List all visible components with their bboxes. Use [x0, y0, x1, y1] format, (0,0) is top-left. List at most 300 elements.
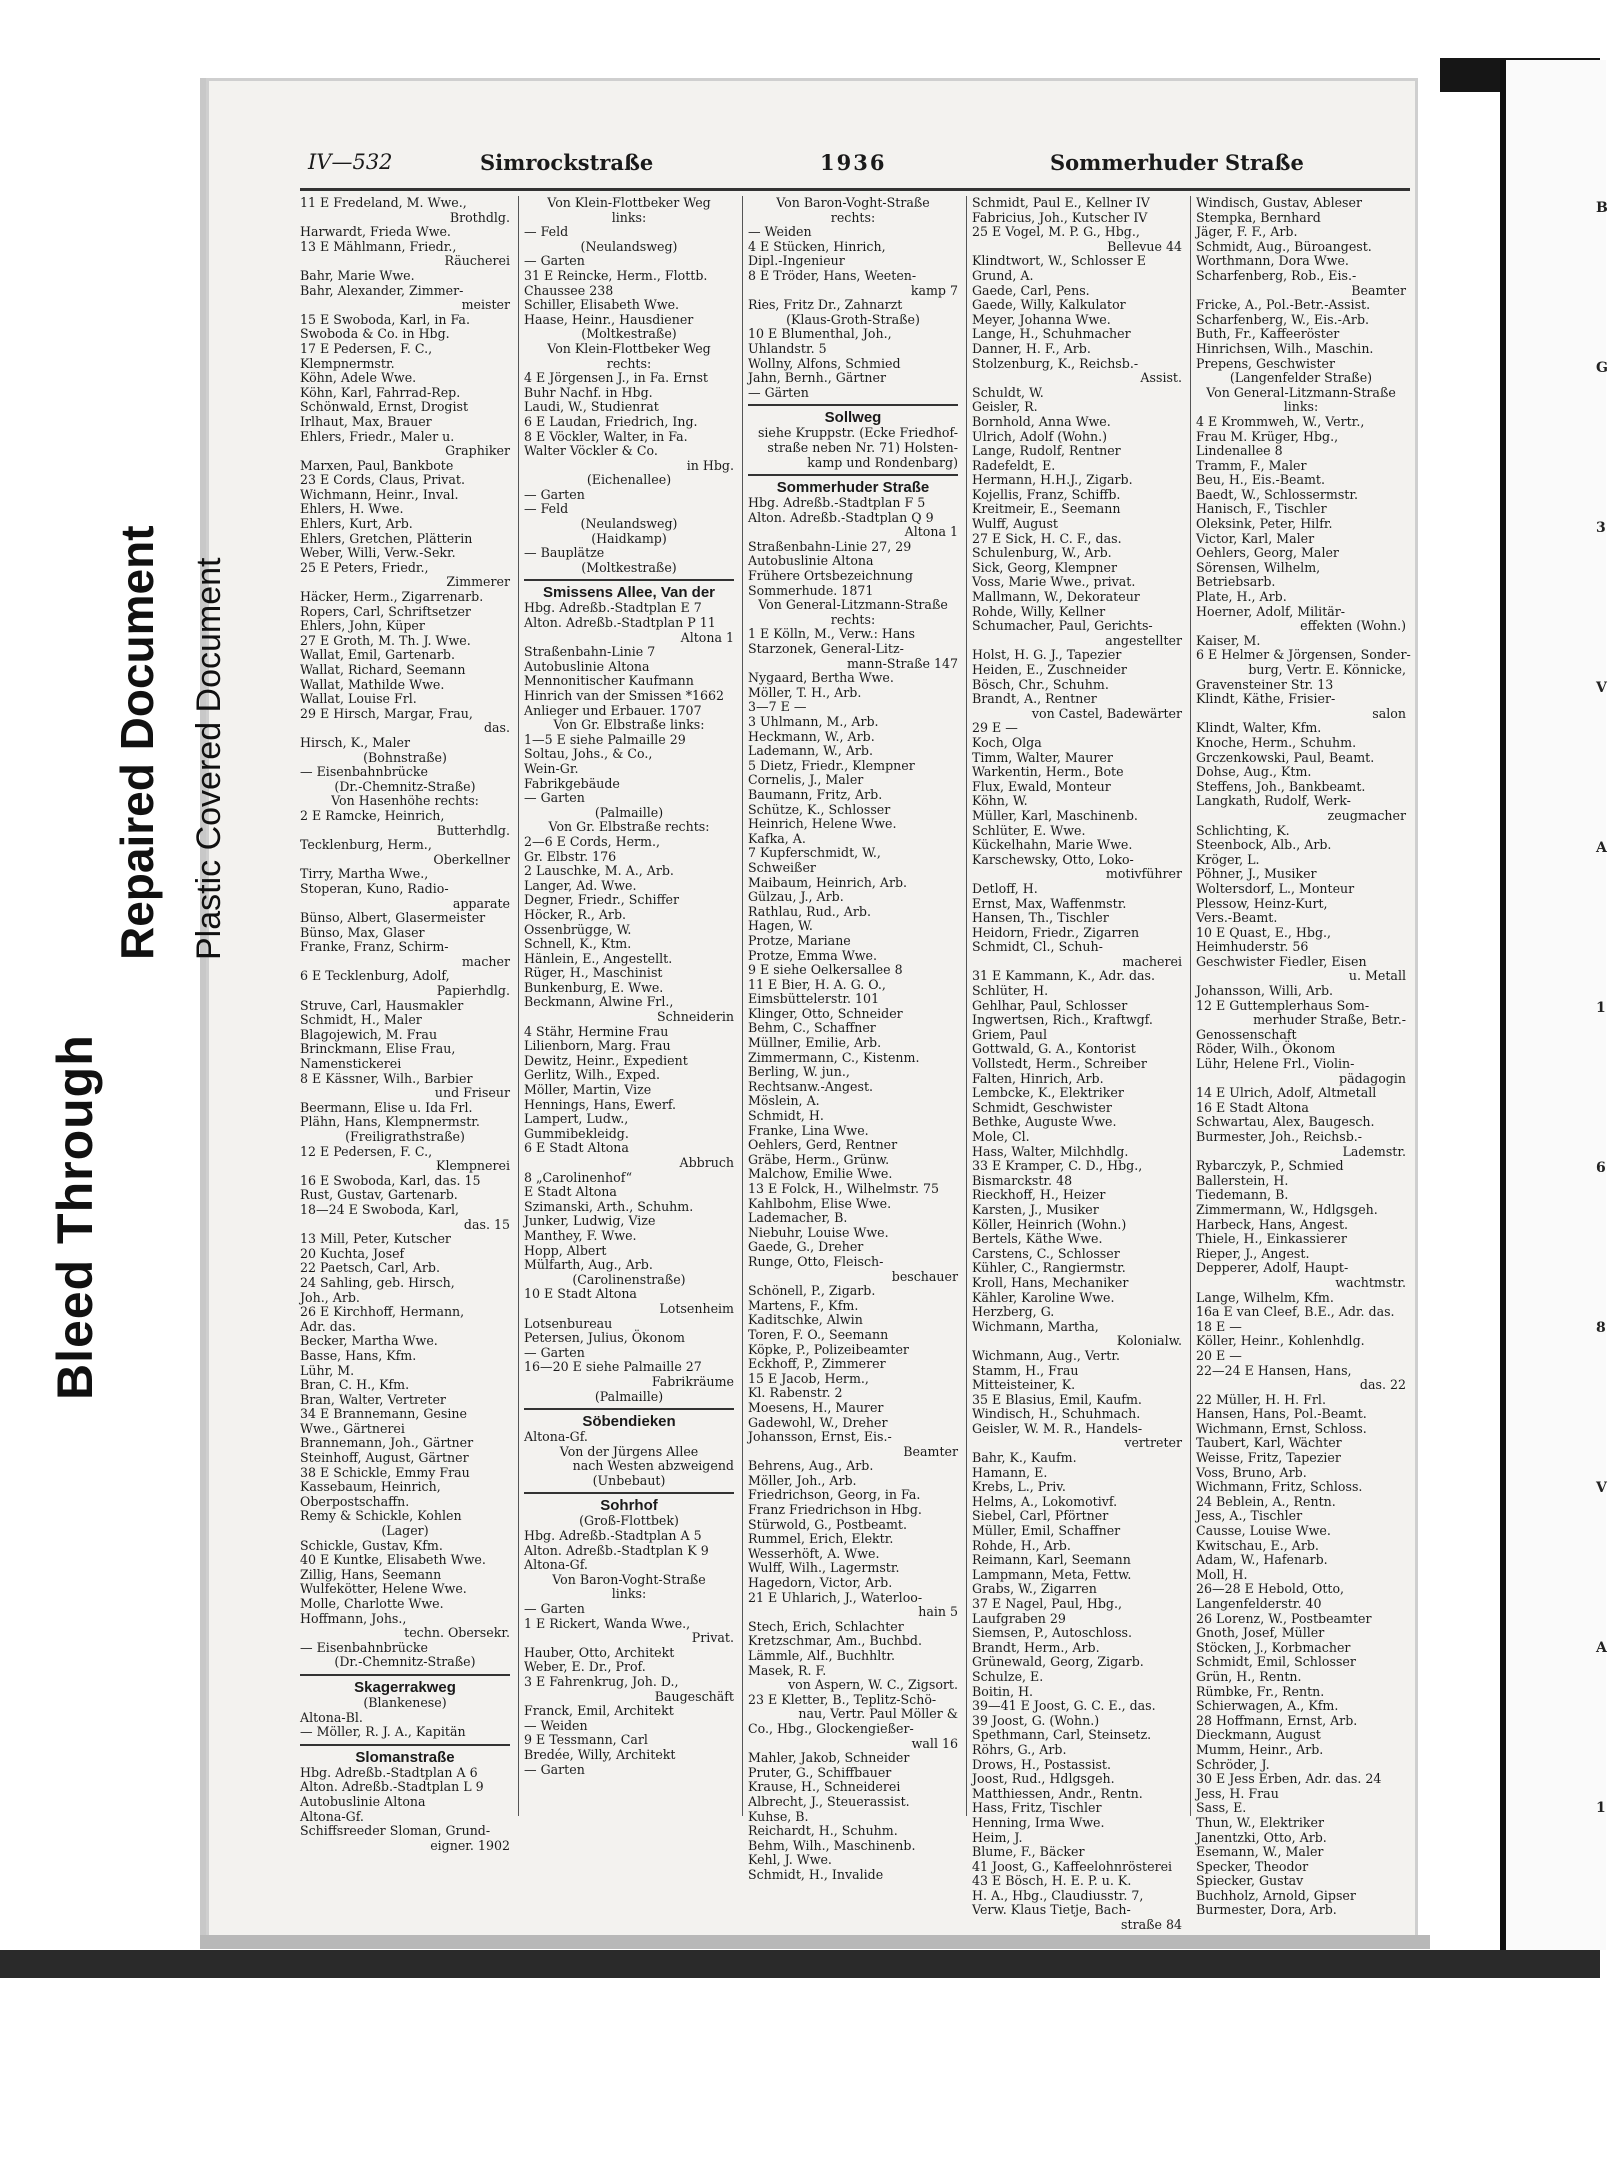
directory-entry: Grün, H., Rentn.	[1196, 1668, 1302, 1684]
directory-entry: 38 E Schickle, Emmy Frau	[300, 1464, 470, 1480]
directory-entry: Wallat, Mathilde Wwe.	[300, 676, 445, 692]
directory-entry: Gräbe, Herm., Grünw.	[748, 1151, 890, 1167]
directory-entry: Ehlers, Gretchen, Plätterin	[300, 530, 473, 546]
directory-entry: Brinckmann, Elise Frau,	[300, 1041, 456, 1057]
directory-entry: Oehlers, Gerd, Rentner	[748, 1137, 898, 1153]
directory-entry: mann-Straße 147	[846, 655, 958, 671]
directory-entry: Flux, Ewald, Monteur	[972, 778, 1111, 794]
directory-entry: macher	[461, 953, 510, 969]
directory-entry: 15 E Swoboda, Karl, in Fa.	[300, 311, 470, 327]
directory-entry: Rümbke, Fr., Rentn.	[1196, 1683, 1325, 1699]
directory-entry: Schweißer	[748, 859, 816, 875]
directory-entry: Thun, W., Elektriker	[1196, 1814, 1325, 1830]
directory-entry: pädagogin	[1339, 1070, 1406, 1086]
directory-entry: Zimmermann, C., Kistenm.	[748, 1049, 920, 1065]
directory-entry: Dohse, Aug., Ktm.	[1196, 764, 1312, 780]
directory-entry: — Eisenbahnbrücke	[300, 764, 428, 780]
directory-entry: 4 Stähr, Hermine Frau	[524, 1023, 669, 1039]
directory-entry: Burmester, Dora, Arb.	[1196, 1902, 1337, 1918]
directory-entry: siehe Kruppstr. (Ecke Friedhof-	[757, 425, 958, 441]
directory-entry: Grczenkowski, Paul, Beamt.	[1196, 749, 1375, 765]
directory-entry: Kretzschmar, Am., Buchbd.	[748, 1633, 922, 1649]
directory-entry: Schlichting, K.	[1196, 822, 1290, 838]
directory-entry: Depperer, Adolf, Haupt-	[1196, 1260, 1349, 1276]
directory-entry: Knoche, Herm., Schuhm.	[1196, 734, 1357, 750]
street-heading: Sollweg	[748, 404, 958, 426]
directory-entry: Janentzki, Otto, Arb.	[1196, 1829, 1327, 1845]
directory-entry: 1 E Kölln, M., Verw.: Hans	[748, 626, 915, 642]
directory-entry: Beermann, Elise u. Ida Frl.	[300, 1099, 473, 1115]
directory-entry: Krause, H., Schneiderei	[748, 1779, 901, 1795]
directory-entry: Kuhse, B.	[748, 1808, 809, 1824]
directory-entry: Genossenschaft	[1196, 1026, 1297, 1042]
directory-entry: Stempka, Bernhard	[1196, 209, 1321, 225]
directory-entry: Müller, Karl, Maschinenb.	[972, 807, 1138, 823]
directory-entry: rechts:	[830, 611, 876, 627]
directory-entry: Basse, Hans, Kfm.	[300, 1347, 417, 1363]
street-heading: Skagerrakweg	[300, 1674, 510, 1696]
directory-entry: Köhn, Adele Wwe.	[300, 370, 417, 386]
directory-entry: Papierhdlg.	[436, 983, 510, 999]
directory-entry: Wulfekötter, Helene Wwe.	[300, 1581, 467, 1597]
directory-entry: zeugmacher	[1327, 807, 1406, 823]
directory-entry: 10 E Stadt Altona	[524, 1286, 637, 1302]
directory-entry: Hanisch, F., Tischler	[1196, 501, 1327, 517]
directory-entry: Buhr Nachf. in Hbg.	[524, 384, 653, 400]
directory-entry: Griem, Paul	[972, 1026, 1048, 1042]
directory-entry: Von General-Litzmann-Straße	[1206, 384, 1396, 400]
directory-entry: 13 E Folck, H., Wilhelmstr. 75	[748, 1181, 940, 1196]
directory-entry: 2 Lauschke, M. A., Arb.	[524, 863, 674, 879]
directory-entry: Kröger, L.	[1196, 851, 1260, 867]
directory-entry: Ehlers, Kurt, Arb.	[300, 516, 413, 532]
directory-entry: Franz Friedrichson in Hbg.	[748, 1502, 922, 1518]
directory-entry: Privat.	[691, 1630, 734, 1646]
directory-entry: Autobuslinie Altona	[748, 553, 874, 569]
directory-entry: Prepens, Geschwister	[1196, 355, 1335, 371]
directory-entry: Remy & Schickle, Kohlen	[300, 1508, 462, 1524]
directory-entry: Dieckmann, August	[1196, 1727, 1321, 1743]
directory-entry: Karschewsky, Otto, Loko-	[972, 851, 1134, 867]
directory-entry: 20 E —	[1196, 1347, 1242, 1363]
directory-entry: Timm, Walter, Maurer	[972, 749, 1113, 765]
directory-column-5	[1196, 195, 1411, 1918]
directory-entry: hain 5	[918, 1604, 958, 1620]
directory-entry: Schickle, Gustav, Kfm.	[300, 1537, 443, 1553]
directory-entry: Kaiser, M.	[1196, 632, 1261, 648]
directory-entry: Mole, Cl.	[972, 1129, 1030, 1144]
directory-entry: Walter Vöckler & Co.	[524, 443, 658, 459]
directory-entry: Plähn, Hans, Klempnermstr.	[300, 1114, 480, 1130]
directory-entry: Dewitz, Heinr., Expedient	[524, 1052, 688, 1068]
directory-entry: Wichmann, Ernst, Schloss.	[1196, 1420, 1367, 1436]
directory-entry: Schumacher, Paul, Gerichts-	[972, 618, 1153, 634]
directory-entry: Lange, H., Schuhmacher	[972, 326, 1131, 342]
directory-entry: meister	[461, 297, 510, 313]
directory-entry: Gr. Elbstr. 176	[524, 848, 617, 864]
directory-entry: Reichardt, H., Schuhm.	[748, 1823, 898, 1839]
directory-entry: Maibaum, Heinrich, Arb.	[748, 874, 908, 890]
directory-entry: 12 E Pedersen, F. C.,	[300, 1143, 433, 1159]
directory-entry: Woltersdorf, L., Monteur	[1196, 880, 1355, 896]
directory-entry: wachtmstr.	[1335, 1274, 1406, 1290]
directory-entry: Klindt, Walter, Kfm.	[1196, 720, 1322, 736]
directory-entry: 3—7 E —	[748, 699, 807, 715]
directory-entry: Eimsbüttelerstr. 101	[748, 991, 880, 1007]
directory-entry: Bredée, Willy, Architekt	[524, 1746, 676, 1762]
directory-entry: 26 E Kirchhoff, Hermann,	[300, 1304, 465, 1320]
directory-entry: rechts:	[830, 209, 876, 225]
directory-entry: Bünso, Albert, Glasermeister	[300, 910, 486, 926]
directory-entry: Lademstr.	[1342, 1143, 1406, 1159]
directory-entry: Kaditschke, Alwin	[748, 1312, 863, 1328]
directory-entry: Lademacher, B.	[748, 1210, 848, 1226]
directory-entry: — Garten	[524, 253, 585, 269]
directory-entry: Franke, Lina Wwe.	[748, 1122, 869, 1138]
directory-entry: Lange, Rudolf, Rentner	[972, 443, 1121, 459]
directory-entry: Von Gr. Elbstraße rechts:	[548, 819, 710, 835]
directory-entry: 9 E Tessmann, Carl	[524, 1732, 648, 1748]
directory-entry: Bahr, Marie Wwe.	[300, 267, 415, 283]
directory-entry: Protze, Emma Wwe.	[748, 947, 877, 963]
directory-entry: 5 Dietz, Friedr., Klempner	[748, 757, 915, 773]
directory-entry: 31 E Reincke, Herm., Flottb.	[524, 267, 708, 283]
directory-entry: 13 Mill, Peter, Kutscher	[300, 1231, 451, 1247]
directory-entry: Matthiessen, Andr., Rentn.	[972, 1785, 1143, 1801]
directory-entry: und Friseur	[434, 1085, 510, 1101]
directory-entry: Rybarczyk, P., Schmied	[1196, 1158, 1344, 1174]
directory-entry: Irlhaut, Max, Brauer	[300, 413, 432, 429]
adjacent-page-fragment: G	[1596, 360, 1608, 376]
directory-entry: Hoffmann, Johs.,	[300, 1610, 407, 1626]
directory-entry: Heimhuderstr. 56	[1196, 939, 1309, 955]
directory-entry: Stürwold, G., Postbeamt.	[748, 1516, 907, 1532]
plastic-covered-label: Plastic Covered Document	[190, 557, 228, 960]
directory-entry: 16—20 E siehe Palmaille 27	[524, 1359, 702, 1375]
directory-entry: 24 Sahling, geb. Hirsch,	[300, 1274, 455, 1290]
directory-entry: nau, Vertr. Paul Möller &	[798, 1706, 958, 1722]
directory-entry: straße 84	[1121, 1917, 1182, 1933]
directory-entry: 22 Müller, H. H. Frl.	[1196, 1391, 1326, 1407]
directory-entry: Langer, Ad. Wwe.	[524, 877, 637, 893]
directory-entry: Rohde, H., Arb.	[972, 1537, 1071, 1553]
directory-entry: Drows, H., Postassist.	[972, 1756, 1111, 1772]
directory-entry: Tiedemann, B.	[1196, 1187, 1289, 1203]
directory-entry: Lampert, Ludw.,	[524, 1111, 629, 1127]
directory-entry: Falten, Hinrich, Arb.	[972, 1070, 1104, 1086]
directory-entry: Laudi, W., Studienrat	[524, 399, 659, 415]
directory-entry: Klindt, Käthe, Frisier-	[1196, 691, 1336, 707]
street-heading: Slomanstraße	[300, 1744, 510, 1766]
directory-entry: — Feld	[524, 501, 569, 517]
directory-entry: Rieckhoff, H., Heizer	[972, 1187, 1106, 1203]
directory-entry: 15 E Jacob, Herm.,	[748, 1370, 869, 1386]
directory-column-1	[300, 195, 510, 1853]
directory-entry: Autobuslinie Altona	[524, 658, 650, 674]
directory-entry: Haase, Heinr., Hausdiener	[524, 311, 694, 327]
directory-entry: 26—28 E Hebold, Otto,	[1196, 1581, 1345, 1597]
directory-entry: das. 15	[463, 1216, 510, 1232]
directory-entry: 9 E siehe Oelkersallee 8	[748, 962, 903, 978]
directory-entry: (Dr.-Chemnitz-Straße)	[334, 778, 476, 794]
directory-entry: 37 E Nagel, Paul, Hbg.,	[972, 1596, 1122, 1611]
directory-entry: Beamter	[1351, 282, 1406, 298]
directory-entry: Bethke, Auguste Wwe.	[972, 1114, 1117, 1130]
directory-entry: Hinrich van der Smissen *1662	[524, 688, 725, 703]
directory-entry: Ropers, Carl, Schriftsetzer	[300, 603, 471, 619]
directory-entry: Bertels, Käthe Wwe.	[972, 1231, 1103, 1247]
directory-entry: Autobuslinie Altona	[300, 1793, 426, 1809]
directory-entry: Ingwertsen, Rich., Kraftwgf.	[972, 1012, 1153, 1028]
directory-entry: — Gärten	[748, 384, 809, 400]
directory-entry: Wallat, Louise Frl.	[300, 691, 417, 707]
scan-band	[0, 1950, 1600, 1978]
page-header	[300, 150, 1410, 184]
directory-entry: Steinhoff, August, Gärtner	[300, 1450, 469, 1466]
directory-entry: Esemann, W., Maler	[1196, 1844, 1324, 1860]
directory-entry: Straßenbahn-Linie 7	[524, 644, 656, 660]
directory-entry: — Bauplätze	[524, 545, 605, 561]
directory-entry: Stamm, H., Frau	[972, 1362, 1079, 1378]
directory-entry: Möller, Martin, Vize	[524, 1082, 652, 1098]
directory-entry: (Neulandsweg)	[580, 516, 678, 532]
directory-entry: Wulff, Wilh., Lagermstr.	[748, 1560, 900, 1576]
directory-entry: Schmidt, Aug., Büroangest.	[1196, 238, 1372, 254]
directory-entry: Müller, Emil, Schaffner	[972, 1523, 1121, 1539]
directory-entry: Lademann, W., Arb.	[748, 743, 873, 759]
directory-entry: 41 Joost, G., Kaffeelohnrösterei	[972, 1858, 1173, 1874]
directory-entry: Stech, Erich, Schlachter	[748, 1618, 904, 1634]
directory-entry: Siebel, Carl, Pförtner	[972, 1508, 1109, 1524]
directory-entry: Alton. Adreßb.-Stadtplan Q 9	[748, 509, 934, 525]
directory-entry: (Haidkamp)	[591, 530, 667, 546]
directory-entry: Wein-Gr.	[524, 760, 579, 776]
directory-entry: Bahr, Alexander, Zimmer-	[300, 282, 464, 298]
directory-entry: (Eichenallee)	[586, 472, 672, 488]
directory-entry: Behm, C., Schaffner	[748, 1020, 876, 1036]
directory-entry: Moesens, H., Maurer	[748, 1399, 884, 1415]
directory-entry: Jahn, Bernh., Gärtner	[748, 370, 886, 386]
directory-entry: Schwartau, Alex, Baugesch.	[1196, 1114, 1375, 1130]
directory-entry: Beamter	[903, 1443, 958, 1459]
directory-entry: Bismarckstr. 48	[972, 1172, 1073, 1188]
directory-entry: Joost, Rud., Hdlgsgeh.	[972, 1771, 1115, 1787]
directory-entry: Carstens, C., Schlosser	[972, 1245, 1120, 1261]
condition-labels	[40, 240, 280, 1400]
directory-entry: Mumm, Heinr., Arb.	[1196, 1741, 1324, 1757]
directory-entry: 18—24 E Swoboda, Karl,	[300, 1201, 460, 1217]
directory-entry: Ehlers, Friedr., Maler u.	[300, 428, 455, 444]
directory-entry: 28 Hoffmann, Ernst, Arb.	[1196, 1712, 1358, 1728]
directory-entry: — Garten	[524, 1344, 585, 1360]
directory-entry: Voss, Bruno, Arb.	[1196, 1464, 1307, 1480]
directory-entry: kamp und Rondenbarg)	[807, 454, 958, 470]
directory-entry: Swoboda & Co. in Hbg.	[300, 326, 450, 342]
directory-entry: Johansson, Willi, Arb.	[1196, 983, 1334, 999]
directory-entry: 6 E Helmer & Jörgensen, Sonder-	[1196, 647, 1411, 663]
street-heading: Sommerhuder Straße	[748, 474, 958, 496]
directory-entry: 6 E Laudan, Friedrich, Ing.	[524, 413, 698, 429]
directory-entry: Buchholz, Arnold, Gipser	[1196, 1887, 1356, 1903]
directory-entry: Wollny, Alfons, Schmied	[748, 355, 901, 371]
directory-entry: Blagojewich, M. Frau	[300, 1026, 438, 1042]
directory-entry: Rieper, J., Angest.	[1196, 1245, 1310, 1261]
directory-entry: Möller, Joh., Arb.	[748, 1472, 857, 1488]
directory-entry: von Aspern, W. C., Zigsort.	[788, 1677, 958, 1693]
directory-entry: wall 16	[911, 1735, 958, 1751]
directory-entry: 10 E Blumenthal, Joh.,	[748, 326, 892, 342]
directory-entry: Becker, Martha Wwe.	[300, 1333, 438, 1349]
directory-entry: Kühler, C., Rangiermstr.	[972, 1260, 1126, 1276]
directory-entry: Vers.-Beamt.	[1196, 910, 1278, 926]
directory-entry: Altona 1	[904, 524, 958, 540]
directory-entry: 33 E Kramper, C. D., Hbg.,	[972, 1158, 1143, 1174]
directory-entry: straße neben Nr. 71) Holsten-	[767, 439, 958, 455]
directory-entry: (Klaus-Groth-Straße)	[786, 311, 920, 327]
directory-entry: motivführer	[1105, 866, 1182, 882]
directory-entry: Jess, H. Frau	[1196, 1785, 1279, 1801]
directory-entry: Klempnermstr.	[300, 355, 395, 371]
street-heading: Söbendieken	[524, 1408, 734, 1430]
directory-entry: Hansen, Hans, Pol.-Beamt.	[1196, 1406, 1367, 1422]
page-number: IV—532	[308, 150, 393, 174]
directory-entry: Rust, Gustav, Gartenarb.	[300, 1187, 458, 1203]
directory-entry: Thiele, H., Einkassierer	[1196, 1231, 1347, 1247]
directory-entry: Dipl.-Ingenieur	[748, 253, 845, 269]
directory-entry: Alton. Adreßb.-Stadtplan L 9	[300, 1779, 484, 1795]
directory-entry: Frau M. Krüger, Hbg.,	[1196, 428, 1339, 444]
directory-entry: Zimmermann, W., Hdlgsgeh.	[1196, 1201, 1378, 1217]
directory-entry: Schönwald, Ernst, Drogist	[300, 399, 469, 415]
directory-entry: Bornhold, Anna Wwe.	[972, 413, 1111, 429]
directory-entry: (Dr.-Chemnitz-Straße)	[334, 1654, 476, 1670]
directory-entry: techn. Obersekr.	[404, 1625, 510, 1641]
directory-entry: Schröder, J.	[1196, 1756, 1270, 1772]
directory-entry: burg, Vertr. E. Könnicke,	[1248, 662, 1406, 677]
directory-entry: Holst, H. G. J., Tapezier	[972, 647, 1122, 663]
directory-entry: Kahlbohm, Elise Wwe.	[748, 1195, 892, 1211]
directory-entry: 35 E Blasius, Emil, Kaufm.	[972, 1391, 1142, 1407]
directory-entry: Pruter, G., Schiffbauer	[748, 1764, 892, 1780]
directory-entry: 8 E Tröder, Hans, Weeten-	[748, 267, 917, 283]
directory-entry: Baugeschäft	[654, 1688, 734, 1704]
directory-entry: — Garten	[524, 790, 585, 806]
directory-entry: 26 Lorenz, W., Postbeamter	[1196, 1610, 1372, 1626]
directory-entry: Brandt, A., Rentner	[972, 691, 1097, 707]
directory-entry: Heinrich, Helene Wwe.	[748, 816, 897, 832]
directory-entry: 1—5 E siehe Palmaille 29	[524, 731, 686, 747]
directory-entry: Soltau, Johs., & Co.,	[524, 746, 653, 762]
directory-entry: 1 E Rickert, Wanda Wwe.,	[524, 1615, 691, 1631]
directory-entry: Oberpostschaffn.	[300, 1493, 410, 1509]
directory-entry: Hauber, Otto, Architekt	[524, 1644, 675, 1660]
directory-entry: (Blankenese)	[363, 1694, 447, 1710]
street-heading: Sohrhof	[524, 1492, 734, 1514]
directory-entry: Ehlers, H. Wwe.	[300, 501, 404, 517]
directory-entry: Zillig, Hans, Seemann	[300, 1566, 442, 1582]
directory-entry: Verw. Klaus Tietje, Bach-	[972, 1902, 1131, 1918]
directory-entry: Schiffsreeder Sloman, Grund-	[300, 1823, 491, 1839]
directory-entry: 40 E Kuntke, Elisabeth Wwe.	[300, 1552, 486, 1568]
adjacent-page-strip	[1500, 60, 1606, 1950]
directory-entry: Von Gr. Elbstraße links:	[553, 717, 705, 733]
directory-entry: (Moltkestraße)	[581, 559, 677, 575]
directory-entry: Möslein, A.	[748, 1093, 820, 1109]
directory-entry: Köller, Heinr., Kohlenhdlg.	[1196, 1333, 1365, 1349]
street-heading: Smissens Allee, Van der	[524, 579, 734, 601]
directory-entry: (Unbebaut)	[592, 1472, 666, 1488]
directory-entry: Betriebsarb.	[1196, 574, 1276, 590]
directory-entry: Burmester, Joh., Reichsb.-	[1196, 1129, 1363, 1144]
directory-entry: Von General-Litzmann-Straße	[758, 597, 948, 613]
adjacent-page-fragment: A	[1596, 840, 1607, 856]
directory-entry: Spethmann, Carl, Steinsetz.	[972, 1727, 1152, 1743]
directory-entry: Gaede, G., Dreher	[748, 1239, 864, 1255]
directory-entry: 25 E Vogel, M. P. G., Hbg.,	[972, 224, 1140, 240]
directory-entry: 4 E Krommweh, W., Vertr.,	[1196, 413, 1365, 429]
directory-entry: Bunkenburg, E. Wwe.	[524, 979, 664, 995]
directory-entry: Struve, Carl, Hausmakler	[300, 997, 464, 1013]
directory-entry: Räucherei	[444, 253, 510, 269]
directory-entry: Hirsch, K., Maler	[300, 734, 410, 750]
directory-entry: in Hbg.	[686, 457, 734, 473]
directory-entry: 8 „Carolinenhof“	[524, 1169, 633, 1185]
directory-entry: Langkath, Rudolf, Werk-	[1196, 793, 1351, 809]
directory-entry: Hbg. Adreßb.-Stadtplan F 5	[748, 495, 926, 511]
directory-entry: Behrens, Aug., Arb.	[748, 1458, 874, 1474]
directory-entry: Malchow, Emilie Wwe.	[748, 1166, 893, 1182]
directory-entry: Sick, Georg, Klempner	[972, 559, 1118, 575]
directory-entry: Gottwald, G. A., Kontorist	[972, 1041, 1136, 1057]
directory-entry: 31 E Kammann, K., Adr. das.	[972, 968, 1156, 984]
directory-entry: Johansson, Ernst, Eis.-	[748, 1429, 892, 1445]
directory-entry: 17 E Pedersen, F. C.,	[300, 340, 433, 356]
directory-entry: eigner. 1902	[430, 1837, 510, 1853]
directory-entry: Stoperan, Kuno, Radio-	[300, 880, 449, 896]
directory-entry: Rechtsanw.-Angest.	[748, 1078, 874, 1094]
directory-entry: 22—24 E Hansen, Hans,	[1196, 1362, 1352, 1378]
directory-entry: Gaede, Carl, Pens.	[972, 282, 1090, 298]
directory-entry: — Garten	[524, 1601, 585, 1617]
directory-entry: 29 E —	[972, 720, 1018, 736]
directory-entry: 22 Paetsch, Carl, Arb.	[300, 1260, 440, 1276]
directory-entry: Scharfenberg, Rob., Eis.-	[1196, 267, 1357, 283]
directory-entry: Ries, Fritz Dr., Zahnarzt	[748, 297, 903, 313]
directory-entry: Häcker, Herm., Zigarrenarb.	[300, 589, 484, 605]
directory-entry: Karsten, J., Musiker	[972, 1201, 1099, 1217]
directory-entry: Taubert, Karl, Wächter	[1196, 1435, 1342, 1451]
directory-entry: Manthey, F. Wwe.	[524, 1227, 637, 1243]
directory-entry: Hbg. Adreßb.-Stadtplan A 5	[524, 1528, 702, 1544]
directory-entry: Bünso, Max, Glaser	[300, 924, 425, 940]
directory-entry: Schnell, K., Ktm.	[524, 936, 632, 952]
directory-entry: Rüger, H., Maschinist	[524, 965, 663, 981]
directory-entry: Lilienborn, Marg. Frau	[524, 1038, 671, 1054]
directory-entry: Grabs, W., Zigarren	[972, 1581, 1097, 1597]
directory-entry: (Moltkestraße)	[581, 326, 677, 342]
directory-entry: Röder, Wilh., Ökonom	[1196, 1041, 1336, 1057]
directory-entry: Gummibekleidg.	[524, 1125, 629, 1141]
directory-entry: (Langenfelder Straße)	[1229, 370, 1373, 386]
directory-entry: Siemsen, P., Autoschloss.	[972, 1625, 1133, 1641]
directory-entry: Petersen, Julius, Ökonom	[524, 1330, 685, 1346]
directory-entry: Uhlandstr. 5	[748, 340, 827, 356]
directory-column-4	[972, 195, 1182, 1933]
directory-entry: Schierwagen, A., Kfm.	[1196, 1698, 1339, 1714]
directory-entry: Sommerhude. 1871	[748, 582, 874, 598]
directory-entry: Tramm, F., Maler	[1196, 457, 1307, 473]
header-street-right: Sommerhuder Straße	[1050, 150, 1304, 175]
